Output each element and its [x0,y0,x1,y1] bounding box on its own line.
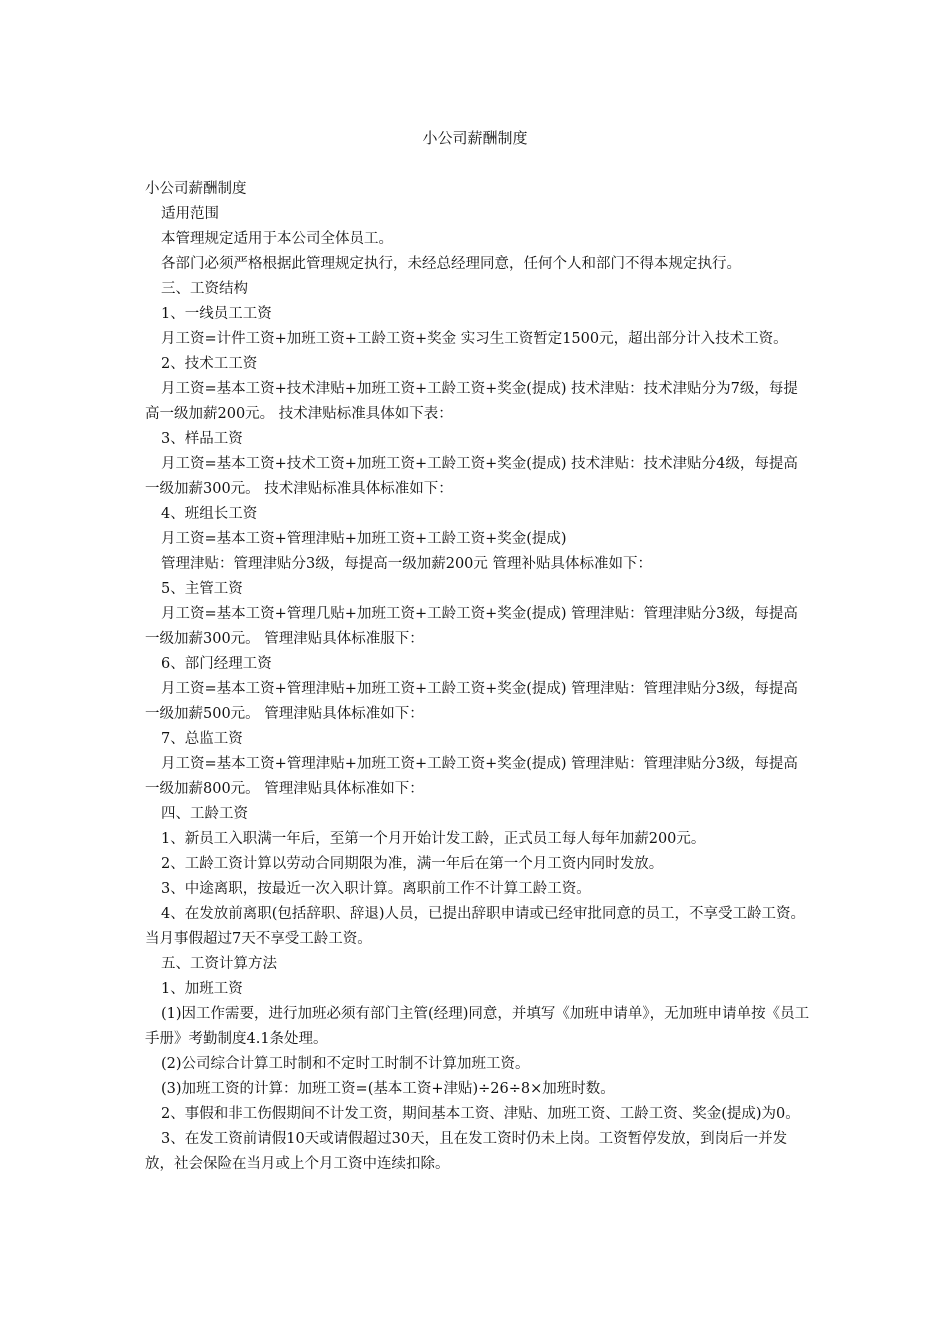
paragraph: 3、中途离职，按最近一次入职计算。离职前工作不计算工龄工资。 [161,881,591,897]
subsection-heading: 6、部门经理工资 [161,656,272,672]
subsection-heading: 7、总监工资 [161,731,243,747]
section-heading: 三、工资结构 [161,281,248,297]
subsection-heading: 3、样品工资 [161,431,243,447]
paragraph: 1、新员工入职满一年后，至第一个月开始计发工龄，正式员工每人每年加薪200元。 [161,831,706,847]
subsection-heading: 1、一线员工工资 [161,306,272,322]
paragraph: 月工资=基本工资+管理津贴+加班工资+工龄工资+奖金(提成) [161,531,567,547]
paragraph: 月工资=计件工资+加班工资+工龄工资+奖金 实习生工资暂定1500元，超出部分计入技术工资。 [161,331,788,347]
paragraph: 管理津贴：管理津贴分3级，每提高一级加薪200元 管理补贴具体标准如下： [161,556,653,572]
subsection-heading: 4、班组长工资 [161,506,258,522]
section-heading: 五、工资计算方法 [161,956,277,972]
document-title: 小公司薪酬制度 [422,129,528,147]
paragraph-scope-heading: 适用范围 [161,206,219,222]
section-heading: 四、工龄工资 [161,806,248,822]
paragraph: 本管理规定适用于本公司全体员工。 [161,231,393,247]
paragraph-heading: 小公司薪酬制度 [145,181,247,197]
paragraph: (1)因工作需要，进行加班必须有部门主管(经理)同意，并填写《加班申请单》，无加班申请单按《员工手册》考勤制度4.1条处理。 [145,1006,810,1047]
subsection-heading: 2、技术工工资 [161,356,258,372]
paragraph: 月工资=基本工资+管理津贴+加班工资+工龄工资+奖金(提成) 管理津贴：管理津贴分3级，每提高一级加薪800元。 管理津贴具体标准如下： [145,756,798,797]
paragraph: 月工资=基本工资+管理津贴+加班工资+工龄工资+奖金(提成) 管理津贴：管理津贴分3级，每提高一级加薪500元。 管理津贴具体标准如下： [145,681,798,722]
paragraph: 3、在发工资前请假10天或请假超过30天，且在发工资时仍未上岗。工资暂停发放，到岗后一并发放，社会保险在当月或上个月工资中连续扣除。 [145,1131,788,1172]
paragraph: 各部门必须严格根据此管理规定执行，未经总经理同意，任何个人和部门不得本规定执行。 [161,256,741,272]
paragraph: (3)加班工资的计算：加班工资=(基本工资+津贴)÷26÷8×加班时数。 [161,1081,615,1097]
paragraph: 月工资=基本工资+技术工资+加班工资+工龄工资+奖金(提成) 技术津贴：技术津贴分4级，每提高一级加薪300元。 技术津贴标准具体标准如下： [145,456,798,497]
subsection-heading: 1、加班工资 [161,981,243,997]
paragraph: 月工资=基本工资+技术津贴+加班工资+工龄工资+奖金(提成) 技术津贴：技术津贴分为7级，每提高一级加薪200元。 技术津贴标准具体如下表： [145,381,798,422]
paragraph: 2、工龄工资计算以劳动合同期限为准，满一年后在第一个月工资内同时发放。 [161,856,664,872]
paragraph: 月工资=基本工资+管理几贴+加班工资+工龄工资+奖金(提成) 管理津贴：管理津贴分3级，每提高一级加薪300元。 管理津贴具体标准服下： [145,606,798,647]
paragraph: 4、在发放前离职(包括辞职、辞退)人员，已提出辞职申请或已经审批同意的员工，不享受工龄工资。当月事假超过7天不享受工龄工资。 [145,906,806,947]
paragraph: 2、事假和非工伤假期间不计发工资，期间基本工资、津贴、加班工资、工龄工资、奖金(提成)为0。 [161,1106,800,1122]
paragraph: (2)公司综合计算工时制和不定时工时制不计算加班工资。 [161,1056,530,1072]
document-body [145,177,810,1177]
subsection-heading: 5、主管工资 [161,581,243,597]
